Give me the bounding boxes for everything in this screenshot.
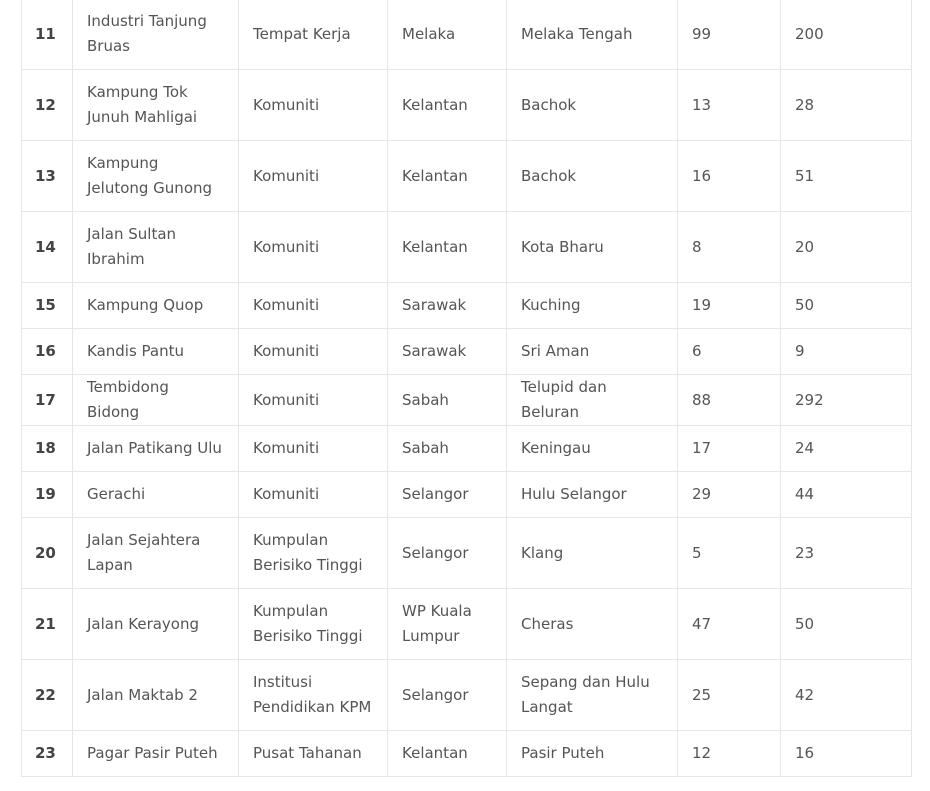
cluster-state: Sarawak [388, 283, 507, 329]
cluster-count-a: 29 [678, 472, 781, 518]
cluster-location: Industri Tanjung Bruas [73, 0, 239, 70]
cluster-location: Kandis Pantu [73, 329, 239, 375]
row-number: 17 [22, 375, 73, 426]
cluster-count-a: 17 [678, 426, 781, 472]
cluster-category: Komuniti [239, 283, 388, 329]
cluster-count-a: 6 [678, 329, 781, 375]
table-row [22, 472, 912, 518]
cluster-district: Melaka Tengah [507, 0, 678, 70]
cluster-district: Pasir Puteh [507, 731, 678, 777]
table-row [22, 329, 912, 375]
cluster-count-a: 19 [678, 283, 781, 329]
cluster-count-b: 16 [781, 731, 912, 777]
cluster-district: Klang [507, 518, 678, 589]
table-row [22, 589, 912, 660]
row-number: 19 [22, 472, 73, 518]
row-number: 12 [22, 70, 73, 141]
cluster-district: Bachok [507, 141, 678, 212]
table-row [22, 426, 912, 472]
cluster-category: Komuniti [239, 70, 388, 141]
cluster-count-b: 292 [781, 375, 912, 426]
row-number: 15 [22, 283, 73, 329]
row-number: 22 [22, 660, 73, 731]
row-number: 16 [22, 329, 73, 375]
row-number: 13 [22, 141, 73, 212]
cluster-state: Kelantan [388, 212, 507, 283]
cluster-district: Sri Aman [507, 329, 678, 375]
table-row [22, 212, 912, 283]
cluster-category: Kumpulan Berisiko Tinggi [239, 589, 388, 660]
row-number: 20 [22, 518, 73, 589]
row-number: 23 [22, 731, 73, 777]
cluster-count-b: 44 [781, 472, 912, 518]
table-row [22, 70, 912, 141]
cluster-location: Kampung Jelutong Gunong [73, 141, 239, 212]
cluster-state: Selangor [388, 518, 507, 589]
cluster-location: Kampung Tok Junuh Mahligai [73, 70, 239, 141]
cluster-table [21, 0, 912, 777]
cluster-district: Bachok [507, 70, 678, 141]
cluster-count-b: 20 [781, 212, 912, 283]
cluster-category: Komuniti [239, 329, 388, 375]
cluster-count-a: 8 [678, 212, 781, 283]
cluster-count-b: 200 [781, 0, 912, 70]
cluster-district: Kuching [507, 283, 678, 329]
table-row [22, 375, 912, 426]
cluster-count-a: 99 [678, 0, 781, 70]
cluster-count-b: 9 [781, 329, 912, 375]
cluster-count-b: 51 [781, 141, 912, 212]
cluster-location: Kampung Quop [73, 283, 239, 329]
cluster-count-b: 23 [781, 518, 912, 589]
cluster-category: Kumpulan Berisiko Tinggi [239, 518, 388, 589]
cluster-table-container [21, 0, 911, 777]
cluster-count-a: 88 [678, 375, 781, 426]
cluster-count-a: 13 [678, 70, 781, 141]
cluster-state: Sabah [388, 375, 507, 426]
table-row [22, 0, 912, 70]
cluster-count-b: 24 [781, 426, 912, 472]
cluster-state: Kelantan [388, 70, 507, 141]
cluster-location: Jalan Sultan Ibrahim [73, 212, 239, 283]
cluster-category: Pusat Tahanan [239, 731, 388, 777]
cluster-district: Kota Bharu [507, 212, 678, 283]
cluster-location: Jalan Sejahtera Lapan [73, 518, 239, 589]
cluster-location: Gerachi [73, 472, 239, 518]
cluster-count-b: 42 [781, 660, 912, 731]
cluster-state: Sabah [388, 426, 507, 472]
table-row [22, 518, 912, 589]
cluster-state: Sarawak [388, 329, 507, 375]
cluster-category: Komuniti [239, 472, 388, 518]
cluster-state: Selangor [388, 472, 507, 518]
cluster-category: Komuniti [239, 375, 388, 426]
cluster-district: Keningau [507, 426, 678, 472]
cluster-state: Selangor [388, 660, 507, 731]
row-number: 18 [22, 426, 73, 472]
cluster-state: Melaka [388, 0, 507, 70]
table-row [22, 283, 912, 329]
cluster-state: Kelantan [388, 141, 507, 212]
cluster-count-a: 16 [678, 141, 781, 212]
table-row [22, 731, 912, 777]
cluster-count-b: 28 [781, 70, 912, 141]
cluster-district: Telupid dan Beluran [507, 375, 678, 426]
cluster-category: Komuniti [239, 212, 388, 283]
cluster-count-a: 12 [678, 731, 781, 777]
cluster-district: Hulu Selangor [507, 472, 678, 518]
cluster-district: Cheras [507, 589, 678, 660]
cluster-count-b: 50 [781, 283, 912, 329]
cluster-category: Komuniti [239, 141, 388, 212]
cluster-location: Tembidong Bidong [73, 375, 239, 426]
cluster-category: Tempat Kerja [239, 0, 388, 70]
table-row [22, 660, 912, 731]
cluster-location: Jalan Kerayong [73, 589, 239, 660]
cluster-count-a: 25 [678, 660, 781, 731]
row-number: 21 [22, 589, 73, 660]
cluster-location: Jalan Maktab 2 [73, 660, 239, 731]
cluster-count-b: 50 [781, 589, 912, 660]
cluster-location: Pagar Pasir Puteh [73, 731, 239, 777]
cluster-state: WP Kuala Lumpur [388, 589, 507, 660]
cluster-count-a: 5 [678, 518, 781, 589]
cluster-category: Institusi Pendidikan KPM [239, 660, 388, 731]
cluster-district: Sepang dan Hulu Langat [507, 660, 678, 731]
row-number: 11 [22, 0, 73, 70]
cluster-state: Kelantan [388, 731, 507, 777]
table-row [22, 141, 912, 212]
cluster-location: Jalan Patikang Ulu [73, 426, 239, 472]
cluster-count-a: 47 [678, 589, 781, 660]
row-number: 14 [22, 212, 73, 283]
cluster-category: Komuniti [239, 426, 388, 472]
